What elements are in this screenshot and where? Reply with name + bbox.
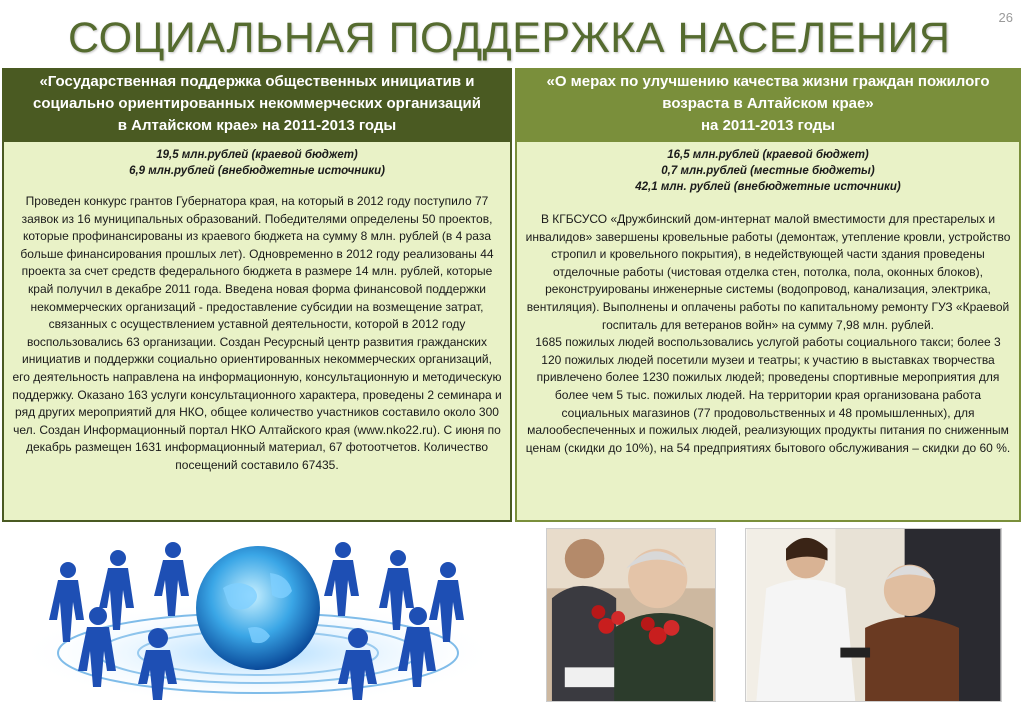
page-number: 26 (998, 10, 1013, 25)
right-funding-line: 16,5 млн.рублей (краевой бюджет) (667, 149, 869, 161)
right-funding-line: 0,7 млн.рублей (местные бюджеты) (661, 165, 875, 177)
right-column-body (515, 140, 1021, 522)
right-funding-line: 42,1 млн. рублей (внебюджетные источники) (635, 181, 901, 193)
left-funding-line: 19,5 млн.рублей (краевой бюджет) (156, 149, 358, 161)
right-header-line: на 2011-2013 годы (701, 117, 835, 134)
globe-people-illustration (8, 528, 508, 706)
elderly-veterans-photo (546, 528, 716, 702)
left-body-text: Проведен конкурс грантов Губернатора края, на который в 2012 году поступило 77 заявок из 16 муниципальных образований. Победителями определены 50 проектов, которые профинансированы из краевого бюджета на сумму 8 млн. рублей (в 4 раза больше финансирования прошлых лет). Одновременно в 2012 году реализованы 44 проекта за счет средств федерального бюджета в размере 14 млн. рублей, которые край получил в декабре 2011 года. Введена новая форма финансовой поддержки некоммерческих организаций - предоставление субсидии на возмещение затрат, связанных с осуществлением уставной деятельности, которой в 2012 году воспользовались 63 организации. Создан Ресурсный центр развития гражданских инициатив и поддержки социально ориентированных некоммерческих организаций, его деятельность направлена на информационную, консультационную и методическую поддержку. Оказано 163 услуги консультационного характера, проведены 2 семинара и ряд других мероприятий для НКО, общее количество участников составило около 300 чел. Создан Информационный портал НКО Алтайского края (www.nko22.ru). С июня по декабрь размещен 1631 информационный материал, 67 фотоотчетов. Количество посещений составило 67435. (12, 194, 502, 472)
right-header-line: возраста в Алтайском крае» (662, 95, 874, 112)
left-column-body (2, 140, 512, 522)
doctor-elderly-patient-photo (745, 528, 1002, 702)
right-column-header (515, 68, 1021, 140)
illustrations (0, 528, 1023, 708)
right-header-line: «О мерах по улучшению качества жизни граждан пожилого (546, 73, 990, 90)
left-header-line: социально ориентированных некоммерческих организаций (33, 95, 481, 112)
left-column-header (2, 68, 512, 140)
page-title: СОЦИАЛЬНАЯ ПОДДЕРЖКА НАСЕЛЕНИЯ (68, 14, 951, 62)
right-body-text-2: 1685 пожилых людей воспользовались услугой работы социального такси; более 3 120 пожилых людей посетили музеи и театры; к участию в выставках творчества привлечено более 1230 пожилых людей; проведены спортивные мероприятия для более чем 5 тыс. пожилых людей. На территории края организована работа социальных магазинов (77 продовольственных и 48 промышленных), для малообеспеченных и пожилых людей, реализующих продукты питания по сниженным ценам (скидки до 10%), на 54 предприятиях бытового обслуживания – скидки до 60 %. (525, 335, 1011, 455)
right-body-text: В КГБСУСО «Дружбинский дом-интернат малой вместимости для престарелых и инвалидов» завершены кровельные работы (демонтаж, утепление кровли, устройство стропил и кровельного покрытия), в недействующей части здания проведены отделочные работы (чистовая отделка стен, потолка, пола, оконных блоков), реконструированы инженерные системы (водопровод, канализация, электрика, вентиляция). Выполнены и оплачены работы по капитальному ремонту ГУЗ «Краевой госпиталь для ветеранов войн» на сумму 7,98 млн. рублей. (525, 212, 1011, 332)
left-funding-line: 6,9 млн.рублей (внебюджетные источники) (129, 165, 385, 177)
right-funding (525, 147, 1011, 195)
left-header-line: в Алтайском крае» на 2011-2013 годы (117, 117, 397, 134)
left-funding (12, 147, 502, 179)
left-header-line: «Государственная поддержка общественных инициатив и (39, 73, 475, 90)
